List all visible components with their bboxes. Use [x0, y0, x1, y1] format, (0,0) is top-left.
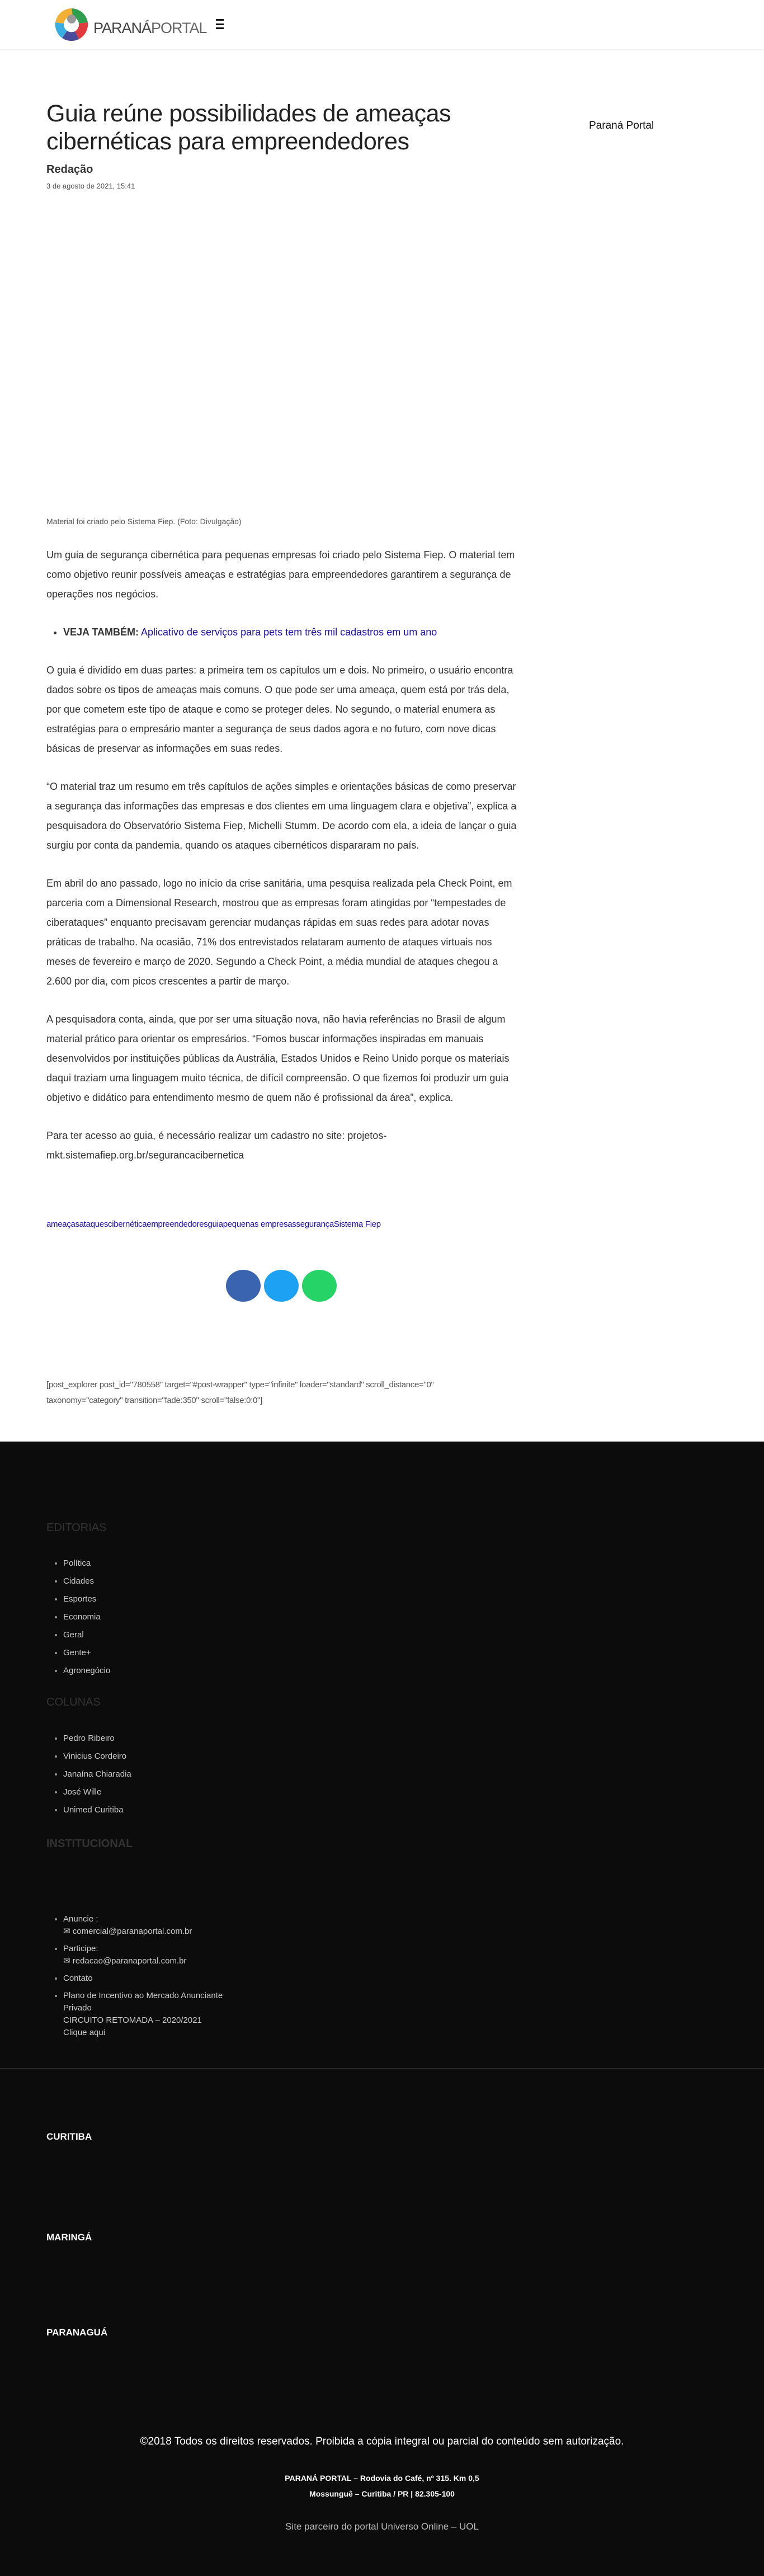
article-author[interactable]: Redação [46, 163, 93, 176]
anuncie-email-link[interactable]: comercial@paranaportal.com.br [72, 1927, 192, 1936]
city-heading: PARANAGUÁ [46, 2327, 108, 2338]
participe-label: Participe: [63, 1944, 98, 1953]
tag-list [46, 1219, 381, 1229]
tag-link[interactable]: Sistema Fiep [333, 1219, 381, 1229]
sidebar-title: Paraná Portal [589, 120, 654, 131]
tag-link[interactable]: empreendedores [147, 1219, 208, 1229]
site-header [0, 0, 764, 50]
mail-icon: ✉ [63, 1927, 70, 1936]
editorias-list [63, 1555, 110, 1680]
paragraph: Um guia de segurança cibernética para pequenas empresas foi criado pelo Sistema Fiep. O material tem como objetivo reunir possíveis ameaças e estratégias para empreendedores garantirem a segurança de operações nos negócios. [46, 549, 515, 600]
footer-link[interactable]: • Pedro Ribeiro [63, 1730, 131, 1748]
city-heading: CURITIBA [46, 2131, 92, 2142]
paragraph: A pesquisadora conta, ainda, que por ser uma situação nova, não havia referências no Brasil de algum material prático para orientar os empresários. “Fomos buscar informações inspiradas em manuais desenvolvidos por instituições públicas da Austrália, Estados Unidos e Reino Unido porque os materiais daqui traziam uma linguagem muito técnica, de difícil compreensão. O que fizemos foi produzir um guia objetivo e didático para entendimento mesmo de quem não é profissional da área”, explica. [46, 1014, 510, 1103]
footer-link[interactable]: • Cidades [63, 1572, 110, 1590]
plano-incentivo-link[interactable]: • Plano de Incentivo ao Mercado Anunciante Privado CIRCUITO RETOMADA – 2020/2021 Clique aqui [63, 1990, 223, 2039]
logo-icon [52, 6, 91, 45]
footer-heading-colunas: COLUNAS [46, 1696, 101, 1708]
site-logo[interactable] [52, 6, 207, 45]
footer-link[interactable]: • José Wille [63, 1783, 131, 1801]
footer-link[interactable]: • Vinicius Cordeiro [63, 1748, 131, 1765]
site-footer [0, 1442, 764, 2576]
footer-link[interactable]: • Agronegócio [63, 1662, 110, 1680]
footer-link[interactable]: • Gente+ [63, 1644, 110, 1662]
image-caption: Material foi criado pelo Sistema Fiep. (Foto: Divulgação) [46, 517, 242, 526]
tag-link[interactable]: cibernética [108, 1219, 147, 1229]
mail-icon: ✉ [63, 1956, 70, 1966]
paragraph: Em abril do ano passado, logo no início da crise sanitária, uma pesquisa realizada pela Check Point, em parceria com a Dimensional Research, mostrou que as empresas foram atingidas por “tempestades de ciberataques” enquanto precisavam gerenciar mudanças rápidas em suas redes para adotar novas práticas de trabalho. Na ocasião, 71% dos entrevistados relataram aumento de ataques virtuais nos meses de fevereiro e março de 2020. Segundo a Check Point, a média mundial de ataques chegou a 2.600 por dia, com picos crescentes a partir de março. [46, 878, 512, 987]
colunas-list [63, 1730, 131, 1819]
footer-link[interactable]: • Janaína Chiaradia [63, 1765, 131, 1783]
footer-link[interactable]: • Geral [63, 1626, 110, 1644]
see-also-link[interactable]: Aplicativo de serviços para pets tem três mil cadastros em um ano [141, 627, 437, 638]
footer-heading-institucional: INSTITUCIONAL [46, 1838, 133, 1850]
twitter-share-button[interactable] [264, 1270, 299, 1302]
shortcode-text: [post_explorer post_id="780558" target="#post-wrapper" type="infinite" loader="standard" scroll_distance="0" taxonomy="category" transition="fade:350" scroll="false:0:0"] [46, 1380, 434, 1405]
anuncie-label: Anuncie : [63, 1914, 98, 1924]
see-also-label: VEJA TAMBÉM: [63, 627, 139, 638]
tag-link[interactable]: ameaças [46, 1219, 79, 1229]
address-line-2: Mossunguê – Curitiba / PR | 82.305-100 [309, 2489, 455, 2498]
paragraph: “O material traz um resumo em três capítulos de ações simples e orientações básicas de como preservar a segurança das informações das empresas e dos clientes em uma linguagem clara e objetiva”, explica a pesquisadora do Observatório Sistema Fiep, Michelli Stumm. De acordo com ela, a ideia de lançar o guia surgiu por conta da pandemia, quando os ataques cibernéticos dispararam no país. [46, 781, 517, 851]
whatsapp-share-button[interactable] [302, 1270, 337, 1302]
tag-link[interactable]: pequenas empresas [223, 1219, 296, 1229]
contato-link[interactable]: • Contato [63, 1972, 223, 1985]
paragraph: Para ter acesso ao guia, é necessário realizar um cadastro no site: projetos-mkt.sistemafiep.org.br/segurancacibernetica [46, 1130, 387, 1161]
logo-text: PARANÁPORTAL [93, 19, 207, 36]
address-line-1: PARANÁ PORTAL – Rodovia do Café, nº 315. Km 0,5 [285, 2474, 479, 2483]
footer-link[interactable]: • Unimed Curitiba [63, 1801, 131, 1819]
participe-email-link[interactable]: redacao@paranaportal.com.br [72, 1956, 187, 1966]
copyright-text: ©2018 Todos os direitos reservados. Proibida a cópia integral ou parcial do conteúdo sem autorização. [140, 2436, 624, 2447]
tag-link[interactable]: ataques [79, 1219, 109, 1229]
article-date: 3 de agosto de 2021, 15:41 [46, 182, 135, 190]
share-buttons [226, 1270, 337, 1302]
tag-link[interactable]: segurança [296, 1219, 334, 1229]
footer-link[interactable]: • Política [63, 1555, 110, 1572]
menu-hamburger-icon[interactable] [216, 19, 224, 29]
facebook-share-button[interactable] [226, 1270, 261, 1302]
paragraph: O guia é dividido em duas partes: a primeira tem os capítulos um e dois. No primeiro, o usuário encontra dados sobre os tipos de ameaças mais comuns. O que pode ser uma ameaça, quem está por trás dela, por que cometem este tipo de ataque e como se proteger deles. No segundo, o material enumera as estratégias para o empresário manter a segurança de seus dados agora e no futuro, com nove dicas básicas de preservar as informações em suas redes. [46, 665, 513, 754]
footer-heading-editorias: EDITORIAS [46, 1522, 107, 1534]
partner-link[interactable]: Site parceiro do portal Universo Online – UOL [285, 2521, 479, 2532]
city-heading: MARINGÁ [46, 2232, 92, 2243]
article-body [46, 545, 519, 1184]
article-title: Guia reúne possibilidades de ameaças cibernéticas para empreendedores [46, 100, 451, 155]
footer-link[interactable]: • Esportes [63, 1590, 110, 1608]
footer-link[interactable]: • Economia [63, 1608, 110, 1626]
see-also [63, 623, 519, 642]
footer-divider [0, 2068, 764, 2069]
tag-link[interactable]: guia [207, 1219, 223, 1229]
institucional-list [63, 1913, 223, 2044]
